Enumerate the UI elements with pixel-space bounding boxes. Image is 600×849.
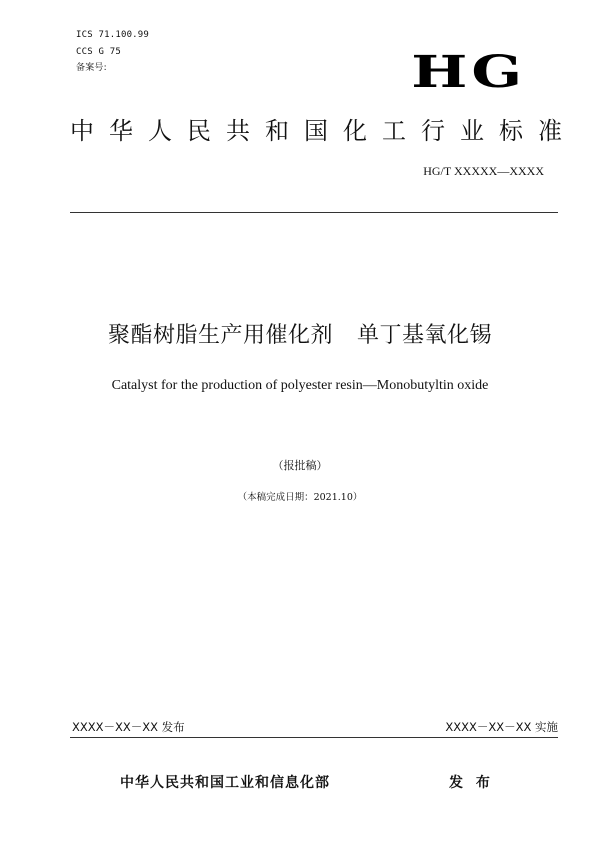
standard-number: HG/T XXXXX—XXXX [423,164,544,178]
top-divider [70,212,558,213]
hg-logo: HG [411,47,526,98]
chinese-title-part1: 聚酯树脂生产用催化剂 [107,323,333,348]
bottom-divider [70,737,558,738]
draft-stage: （报批稿） [272,459,328,472]
implementation-date: XXXX－XX－XX 实施 [445,720,558,734]
industry-standard-title: 中华人民共和国化工行业标准 [70,117,562,145]
chinese-title-part2: 单丁基氧化锡 [357,323,493,348]
issue-label: 发 布 [449,775,494,791]
ics-code: ICS 71.100.99 [76,30,150,40]
issue-date: XXXX－XX－XX 发布 [72,720,185,734]
chinese-title [0,322,600,350]
record-number-label: 备案号: [76,63,107,73]
ccs-code: CCS G 75 [76,47,121,57]
completion-date: （本稿完成日期：2021.10） [237,492,363,503]
english-title: Catalyst for the production of polyester resin—Monobutyltin oxide [111,378,489,393]
issuing-authority: 中华人民共和国工业和信息化部 [120,775,330,791]
